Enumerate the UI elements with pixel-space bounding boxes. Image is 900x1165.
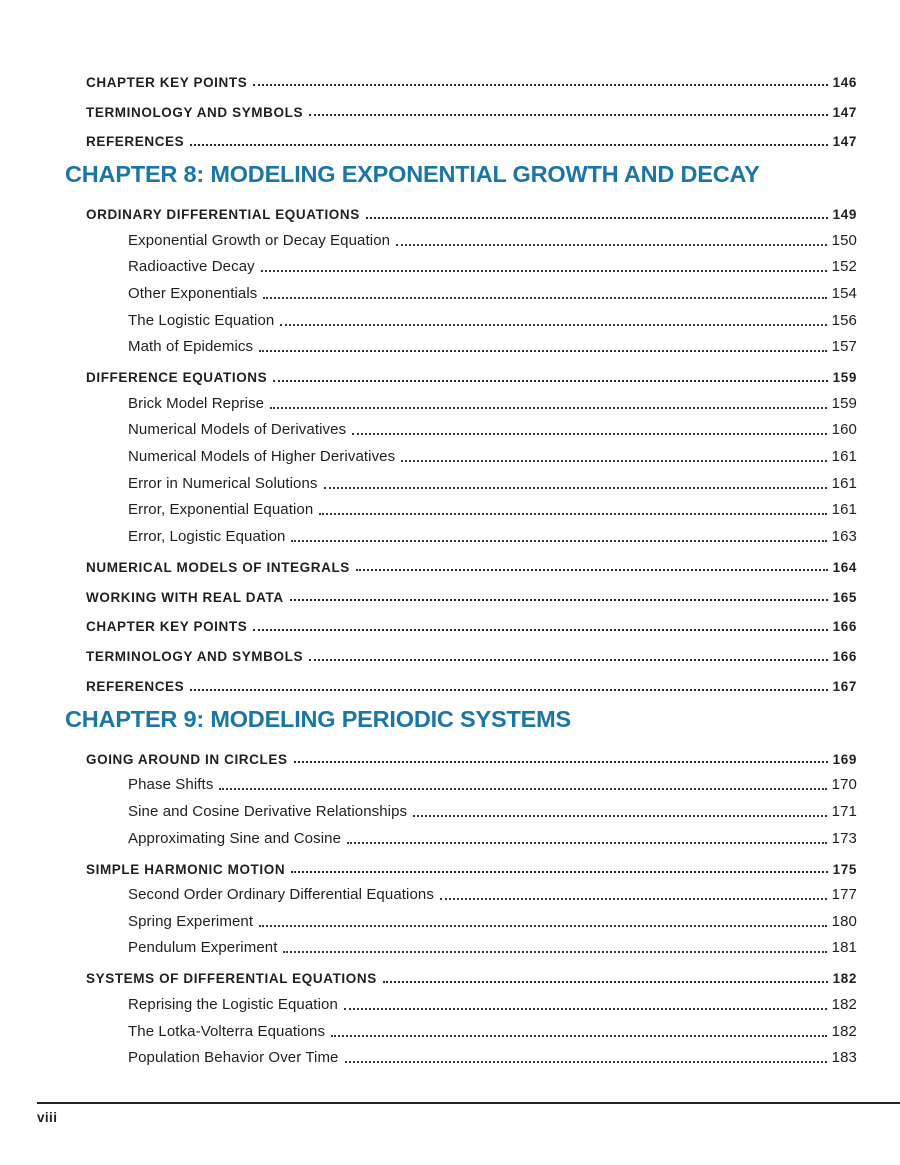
toc-entry-page: 147 <box>832 134 857 150</box>
dot-leader <box>366 217 828 219</box>
toc-entry-label: Numerical Models of Derivatives <box>128 421 347 439</box>
dot-leader <box>309 114 828 116</box>
toc-entry-page: 159 <box>832 370 857 386</box>
toc-entry <box>0 578 857 605</box>
toc-entry <box>0 1013 857 1040</box>
dot-leader <box>190 689 827 691</box>
toc-entry-label: Second Order Ordinary Differential Equations <box>128 886 434 904</box>
toc-entry-page: 167 <box>832 679 857 695</box>
dot-leader <box>283 951 826 953</box>
dot-leader <box>324 487 827 489</box>
toc-entry-label: Radioactive Decay <box>128 258 255 276</box>
dot-leader <box>396 244 827 246</box>
dot-leader <box>259 925 827 927</box>
dot-leader <box>352 433 827 435</box>
toc-entry-page: 173 <box>831 829 857 847</box>
toc-entry-page: 154 <box>831 285 857 303</box>
toc-entry-page: 182 <box>831 1022 857 1040</box>
toc-entry <box>0 275 857 302</box>
dot-leader <box>291 871 827 873</box>
toc-entry-label: Sine and Cosine Derivative Relationships <box>128 803 408 821</box>
dot-leader <box>356 569 828 571</box>
dot-leader <box>345 1061 827 1063</box>
toc-entry <box>0 986 857 1013</box>
toc-entry <box>0 412 857 439</box>
toc-entry <box>0 740 857 767</box>
toc-entry-label: TERMINOLOGY AND SYMBOLS <box>86 649 304 665</box>
toc-entry-page: 161 <box>831 448 857 466</box>
toc-entry <box>0 820 857 847</box>
toc-entry-label: Spring Experiment <box>128 912 254 930</box>
toc-entry <box>0 465 857 492</box>
toc-entry-page: 175 <box>832 861 857 877</box>
dot-leader <box>280 324 826 326</box>
toc-entry <box>0 548 857 575</box>
toc-entry-page: 169 <box>832 751 857 767</box>
toc-entry <box>0 123 857 150</box>
toc-entry-page: 181 <box>831 939 857 957</box>
toc-entry <box>0 329 857 356</box>
toc-entry-label: Approximating Sine and Cosine <box>128 829 342 847</box>
dot-leader <box>259 350 827 352</box>
toc-entry <box>0 438 857 465</box>
toc-entry-label: Brick Model Reprise <box>128 394 265 412</box>
toc-entry-page: 147 <box>832 104 857 120</box>
toc-entry-label: WORKING WITH REAL DATA <box>86 589 284 605</box>
toc-entry-page: 157 <box>831 338 857 356</box>
toc-entry-label: The Lotka-Volterra Equations <box>128 1022 326 1040</box>
toc-entry-label: Reprising the Logistic Equation <box>128 995 338 1013</box>
toc-entry <box>0 1040 857 1067</box>
toc-entry-label: Error, Exponential Equation <box>128 501 314 519</box>
toc-entry <box>0 638 857 665</box>
toc-entry <box>0 195 857 222</box>
toc-entry <box>0 302 857 329</box>
dot-leader <box>190 144 827 146</box>
toc-entry-label: The Logistic Equation <box>128 311 275 329</box>
toc-entry <box>0 930 857 957</box>
toc-entry-label: REFERENCES <box>86 134 185 150</box>
dot-leader <box>331 1035 827 1037</box>
toc-entry-label: Math of Epidemics <box>128 338 254 356</box>
toc-entry-label: CHAPTER KEY POINTS <box>86 74 248 90</box>
toc-entry <box>0 63 857 90</box>
toc-entry <box>0 359 857 386</box>
footer-rule <box>37 1102 900 1104</box>
toc-entry-page: 183 <box>831 1049 857 1067</box>
toc-entry <box>0 903 857 930</box>
toc-entry-label: Population Behavior Over Time <box>128 1049 339 1067</box>
toc-entry-page: 146 <box>832 74 857 90</box>
chapter-heading: CHAPTER 9: MODELING PERIODIC SYSTEMS <box>65 706 571 733</box>
toc-entry-label: Pendulum Experiment <box>128 939 278 957</box>
toc-entry-label: REFERENCES <box>86 679 185 695</box>
toc-entry <box>0 518 857 545</box>
toc-entry-label: Error, Logistic Equation <box>128 528 286 545</box>
toc-entry <box>0 249 857 276</box>
toc-entry-page: 170 <box>831 776 857 794</box>
toc-entry-page: 152 <box>831 258 857 276</box>
toc-entry-label: Phase Shifts <box>128 776 214 794</box>
dot-leader <box>263 297 826 299</box>
table-of-contents <box>0 60 857 1066</box>
toc-entry-label: Exponential Growth or Decay Equation <box>128 231 391 249</box>
toc-entry-page: 150 <box>831 231 857 249</box>
toc-entry-label: ORDINARY DIFFERENTIAL EQUATIONS <box>86 207 360 223</box>
dot-leader <box>344 1008 827 1010</box>
dot-leader <box>383 981 828 983</box>
toc-entry-label: Numerical Models of Higher Derivatives <box>128 448 396 466</box>
toc-entry-page: 166 <box>832 649 857 665</box>
toc-entry-label: SIMPLE HARMONIC MOTION <box>86 861 286 877</box>
toc-entry-label: Error in Numerical Solutions <box>128 474 318 492</box>
toc-entry <box>0 960 857 987</box>
toc-entry <box>0 222 857 249</box>
toc-entry-page: 161 <box>831 474 857 492</box>
toc-entry <box>0 850 857 877</box>
toc-entry <box>0 385 857 412</box>
dot-leader <box>253 629 827 631</box>
toc-entry-page: 177 <box>831 886 857 904</box>
dot-leader <box>401 460 826 462</box>
toc-entry-page: 182 <box>831 995 857 1013</box>
toc-entry-label: TERMINOLOGY AND SYMBOLS <box>86 104 304 120</box>
toc-entry-page: 156 <box>831 311 857 329</box>
dot-leader <box>413 815 827 817</box>
dot-leader <box>290 599 828 601</box>
toc-entry-label: CHAPTER KEY POINTS <box>86 619 248 635</box>
dot-leader <box>319 513 826 515</box>
footer-page-number: viii <box>37 1110 58 1125</box>
toc-entry-page: 171 <box>831 803 857 821</box>
toc-entry-page: 182 <box>832 971 857 987</box>
toc-entry-page: 166 <box>832 619 857 635</box>
dot-leader <box>347 842 827 844</box>
dot-leader <box>253 84 827 86</box>
toc-entry-page: 180 <box>831 912 857 930</box>
dot-leader <box>270 407 827 409</box>
toc-entry <box>0 793 857 820</box>
toc-entry-page: 149 <box>832 207 857 223</box>
dot-leader <box>294 761 828 763</box>
toc-entry <box>0 767 857 794</box>
dot-leader <box>273 380 827 382</box>
dot-leader <box>219 788 826 790</box>
toc-entry-page: 160 <box>831 421 857 439</box>
toc-entry-page: 164 <box>832 559 857 575</box>
toc-entry <box>0 608 857 635</box>
toc-entry-page: 165 <box>832 589 857 605</box>
toc-entry <box>0 668 857 695</box>
toc-entry-page: 163 <box>831 528 857 545</box>
dot-leader <box>440 898 827 900</box>
toc-entry-label: DIFFERENCE EQUATIONS <box>86 370 268 386</box>
chapter-heading: CHAPTER 8: MODELING EXPONENTIAL GROWTH AND DECAY <box>65 161 760 188</box>
toc-entry <box>0 93 857 120</box>
toc-entry <box>0 492 857 519</box>
toc-entry-page: 161 <box>831 501 857 519</box>
toc-entry-label: GOING AROUND IN CIRCLES <box>86 751 288 767</box>
dot-leader <box>261 270 827 272</box>
toc-entry-label: Other Exponentials <box>128 285 258 303</box>
toc-entry-page: 159 <box>831 394 857 412</box>
toc-entry-label: SYSTEMS OF DIFFERENTIAL EQUATIONS <box>86 971 377 987</box>
toc-entry-label: NUMERICAL MODELS OF INTEGRALS <box>86 559 350 575</box>
toc-entry <box>0 877 857 904</box>
dot-leader <box>291 540 826 542</box>
dot-leader <box>309 659 828 661</box>
